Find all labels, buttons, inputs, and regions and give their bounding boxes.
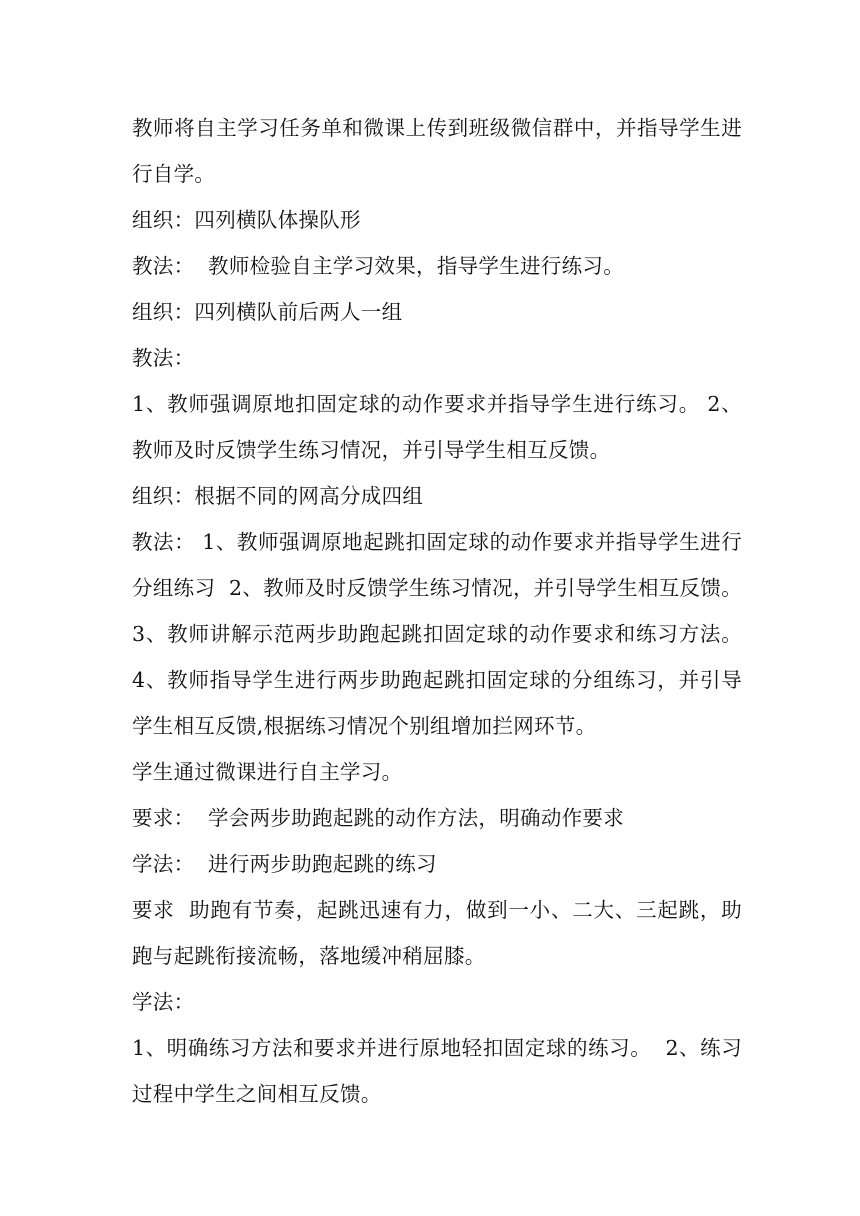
paragraph-method-2-heading: 教法： (132, 346, 195, 370)
paragraph-organization-1: 组织：四列横队体操队形 (132, 208, 361, 232)
paragraph-method-1: 教法： 教师检验自主学习效果，指导学生进行练习。 (132, 254, 625, 278)
paragraph-requirement-1: 要求： 学会两步助跑起跳的动作方法，明确动作要求 (132, 806, 625, 830)
paragraph-requirement-2: 要求 助跑有节奏，起跳迅速有力，做到一小、二大、三起跳，助跑与起跳衔接流畅，落地缓冲稍屈膝。 (132, 898, 742, 968)
paragraph-organization-2: 组织：四列横队前后两人一组 (132, 300, 403, 324)
paragraph-task-upload: 教师将自主学习任务单和微课上传到班级微信群中，并指导学生进行自学。 (132, 116, 742, 186)
document-body (132, 105, 749, 1117)
paragraph-organization-3: 组织：根据不同的网高分成四组 (132, 484, 424, 508)
paragraph-student-self-study: 学生通过微课进行自主学习。 (132, 760, 403, 784)
paragraph-study-method-2-steps: 1、明确练习方法和要求并进行原地轻扣固定球的练习。 2、练习过程中学生之间相互反馈。 (132, 1036, 742, 1106)
paragraph-method-2-steps: 1、教师强调原地扣固定球的动作要求并指导学生进行练习。 2、教师及时反馈学生练习情况，并引导学生相互反馈。 (132, 392, 742, 462)
paragraph-method-3: 教法： 1、教师强调原地起跳扣固定球的动作要求并指导学生进行分组练习 2、教师及时反馈学生练习情况，并引导学生相互反馈。 3、教师讲解示范两步助跑起跳扣固定球的动作要求和练习方法。4、教师指导学生进行两步助跑起跳扣固定球的分组练习，并引导学生相互反馈,根据练习情况个别组增加拦网环节。 (132, 530, 749, 738)
paragraph-study-method-1: 学法： 进行两步助跑起跳的练习 (132, 852, 437, 876)
paragraph-study-method-2-heading: 学法： (132, 990, 195, 1014)
